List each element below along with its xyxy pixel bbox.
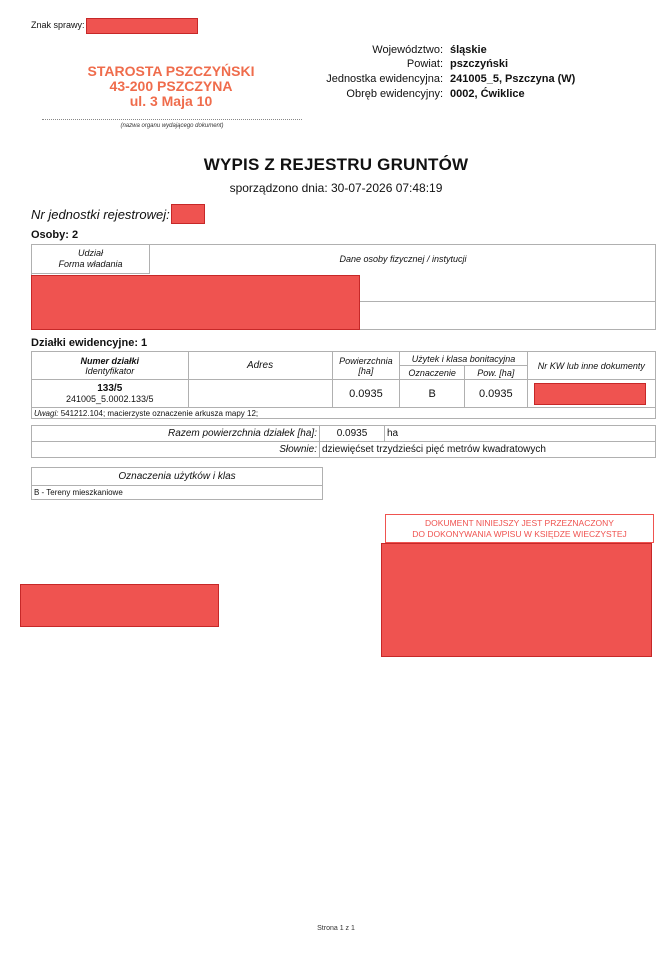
usage-legend-item: B - Tereny mieszkaniowe bbox=[32, 486, 323, 500]
persons-heading: Osoby: 2 bbox=[31, 229, 79, 241]
table-row bbox=[32, 380, 656, 408]
parcel-address bbox=[188, 380, 332, 408]
land-register-notice bbox=[385, 514, 654, 543]
authority-divider bbox=[42, 119, 302, 120]
registration-unit-value: 241005_5, Pszczyna (W) bbox=[450, 73, 576, 85]
usage-legend-table bbox=[31, 467, 323, 500]
signature-redaction bbox=[20, 584, 219, 627]
case-number-label: Znak sprawy: bbox=[31, 20, 85, 30]
authority-caption: (nazwa organu wydającego dokument) bbox=[120, 123, 224, 129]
total-area-value: 0.0935 bbox=[320, 426, 385, 442]
parcel-usage-designation: B bbox=[400, 380, 465, 408]
registration-unit-label: Jednostka ewidencyjna: bbox=[326, 73, 443, 85]
parcel-usage-area: 0.0935 bbox=[465, 380, 528, 408]
page-number: Strona 1 z 1 bbox=[317, 925, 355, 932]
authority-line-street: ul. 3 Maja 10 bbox=[129, 93, 213, 109]
issuing-authority bbox=[40, 64, 302, 109]
parcel-header-number: Numer działki bbox=[80, 355, 140, 366]
parcel-kw-redaction bbox=[534, 383, 646, 405]
parcel-header-address: Adres bbox=[188, 352, 332, 380]
voivodeship-value: śląskie bbox=[450, 44, 487, 56]
usage-legend-title: Oznaczenia użytków i klas bbox=[32, 468, 323, 486]
document-title: WYPIS Z REJESTRU GRUNTÓW bbox=[203, 155, 469, 174]
parcel-number: 133/5 bbox=[97, 382, 123, 394]
parcel-identifier: 241005_5.0002.133/5 bbox=[65, 393, 154, 404]
parcels-table bbox=[31, 351, 656, 419]
total-words-value: dziewięćset trzydzieści pięć metrów kwadratowych bbox=[320, 442, 656, 458]
precinct-value: 0002, Ćwiklice bbox=[450, 88, 525, 100]
stamp-redaction bbox=[381, 543, 652, 657]
notice-line2: DO DOKONYWANIA WPISU W KSIĘDZE WIECZYSTEJ bbox=[412, 529, 627, 539]
total-words-label: Słownie: bbox=[32, 442, 320, 458]
persons-header-share-text bbox=[31, 248, 150, 270]
parcel-number-cell bbox=[32, 380, 189, 408]
registry-unit-label: Nr jednostki rejestrowej: bbox=[31, 207, 170, 222]
registry-unit-redaction bbox=[171, 204, 205, 224]
voivodeship-label: Województwo: bbox=[372, 44, 443, 56]
persons-header-share-line2: Forma władania bbox=[58, 259, 123, 269]
case-number-redaction bbox=[86, 18, 198, 34]
total-area-unit: ha bbox=[385, 426, 656, 442]
parcel-header-usage-group: Użytek i klasa bonitacyjna bbox=[400, 352, 527, 366]
parcel-header-area-line1: Powierzchnia bbox=[339, 355, 393, 366]
parcel-header-identifier: Identyfikator bbox=[85, 365, 135, 376]
parcel-header-designation: Oznaczenie bbox=[400, 366, 465, 380]
total-area-label: Razem powierzchnia działek [ha]: bbox=[32, 426, 320, 442]
authority-line-postal: 43-200 PSZCZYNA bbox=[109, 78, 233, 94]
persons-data-redaction bbox=[31, 275, 360, 330]
parcel-header-area-cell bbox=[332, 352, 400, 380]
parcel-remarks-label: Uwagi: bbox=[34, 408, 59, 418]
persons-row-divider bbox=[360, 301, 656, 302]
parcel-remarks-text: 541212.104; macierzyste oznaczenie arkusza mapy 12; bbox=[60, 408, 259, 418]
parcel-header-usage-area: Pow. [ha] bbox=[465, 366, 528, 380]
county-value: pszczyński bbox=[450, 58, 509, 70]
parcel-area: 0.0935 bbox=[332, 380, 400, 408]
persons-header-share-line1: Udział bbox=[77, 248, 103, 258]
county-label: Powiat: bbox=[406, 58, 443, 70]
parcel-kw-cell bbox=[527, 380, 655, 408]
document-created-date: sporządzono dnia: 30-07-2026 07:48:19 bbox=[229, 181, 443, 195]
persons-header-owner: Dane osoby fizycznej / instytucji bbox=[339, 254, 467, 264]
notice-line1: DOKUMENT NINIEJSZY JEST PRZEZNACZONY bbox=[425, 518, 614, 528]
parcel-header-kw: Nr KW lub inne dokumenty bbox=[527, 352, 655, 380]
parcel-header-number-cell bbox=[32, 352, 189, 380]
authority-line-name: STAROSTA PSZCZYŃSKI bbox=[87, 63, 255, 79]
parcels-heading: Działki ewidencyjne: 1 bbox=[31, 337, 148, 349]
parcel-remarks-cell bbox=[32, 408, 656, 419]
totals-table bbox=[31, 425, 656, 458]
precinct-label: Obręb ewidencyjny: bbox=[346, 88, 443, 100]
parcel-header-area-line2: [ha] bbox=[358, 365, 374, 376]
